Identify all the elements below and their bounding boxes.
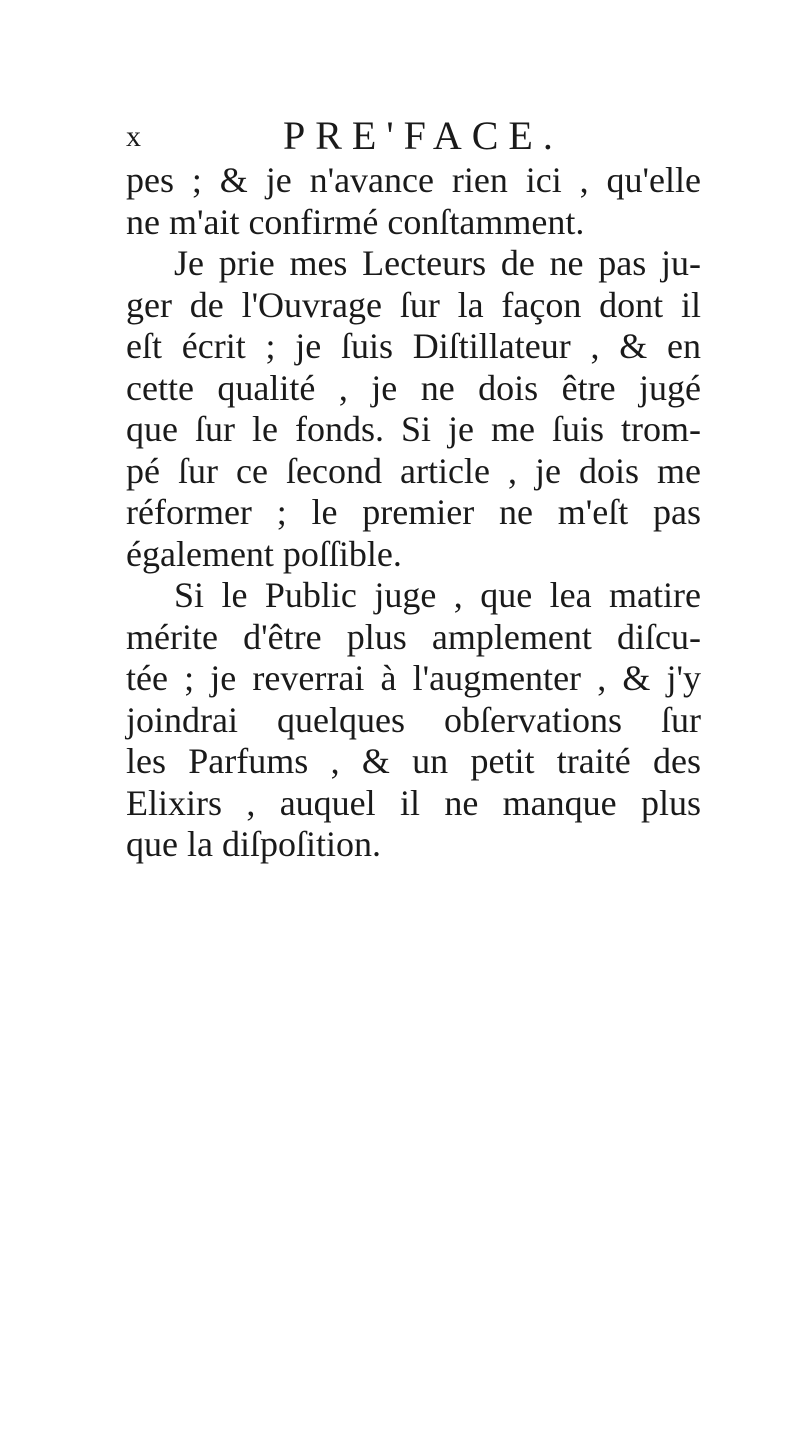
text-line: que la diſpoſition. <box>126 824 381 864</box>
text-line: ne m'ait confirmé conſtamment. <box>126 201 585 242</box>
text-line: Je prie mes Lecteurs de ne pas ju- <box>174 243 701 283</box>
text-line: pé ſur ce ſecond article , je dois me <box>126 450 701 491</box>
running-title: PRE'FACE. <box>283 113 563 158</box>
text-line: Elixirs , auquel il ne manque plus <box>126 782 701 823</box>
text-line: joindrai quelques obſervations ſur <box>126 699 701 740</box>
text-line: les Parfums , & un petit traité des <box>126 741 701 781</box>
text-line: ger de l'Ouvrage ſur la façon dont il <box>126 284 701 325</box>
text-line: pes ; & je n'avance rien ici , qu'elle <box>126 160 701 200</box>
text-line: mérite d'être plus amplement diſcu- <box>126 616 701 657</box>
text-line: tée ; je reverrai à l'augmenter , & j'y <box>126 658 701 698</box>
text-line: Si le Public juge , que lea matire <box>174 575 701 615</box>
text-line: eſt écrit ; je ſuis Diſtillateur , & en <box>126 326 701 366</box>
page-number: x <box>126 120 141 153</box>
page-header <box>126 112 706 162</box>
text-line: cette qualité , je ne dois être jugé <box>126 367 701 408</box>
text-line: que ſur le fonds. Si je me ſuis trom- <box>126 409 701 449</box>
text-line: également poſſible. <box>126 533 402 574</box>
body-text <box>126 160 701 866</box>
text-line: réformer ; le premier ne m'eſt pas <box>126 492 701 532</box>
